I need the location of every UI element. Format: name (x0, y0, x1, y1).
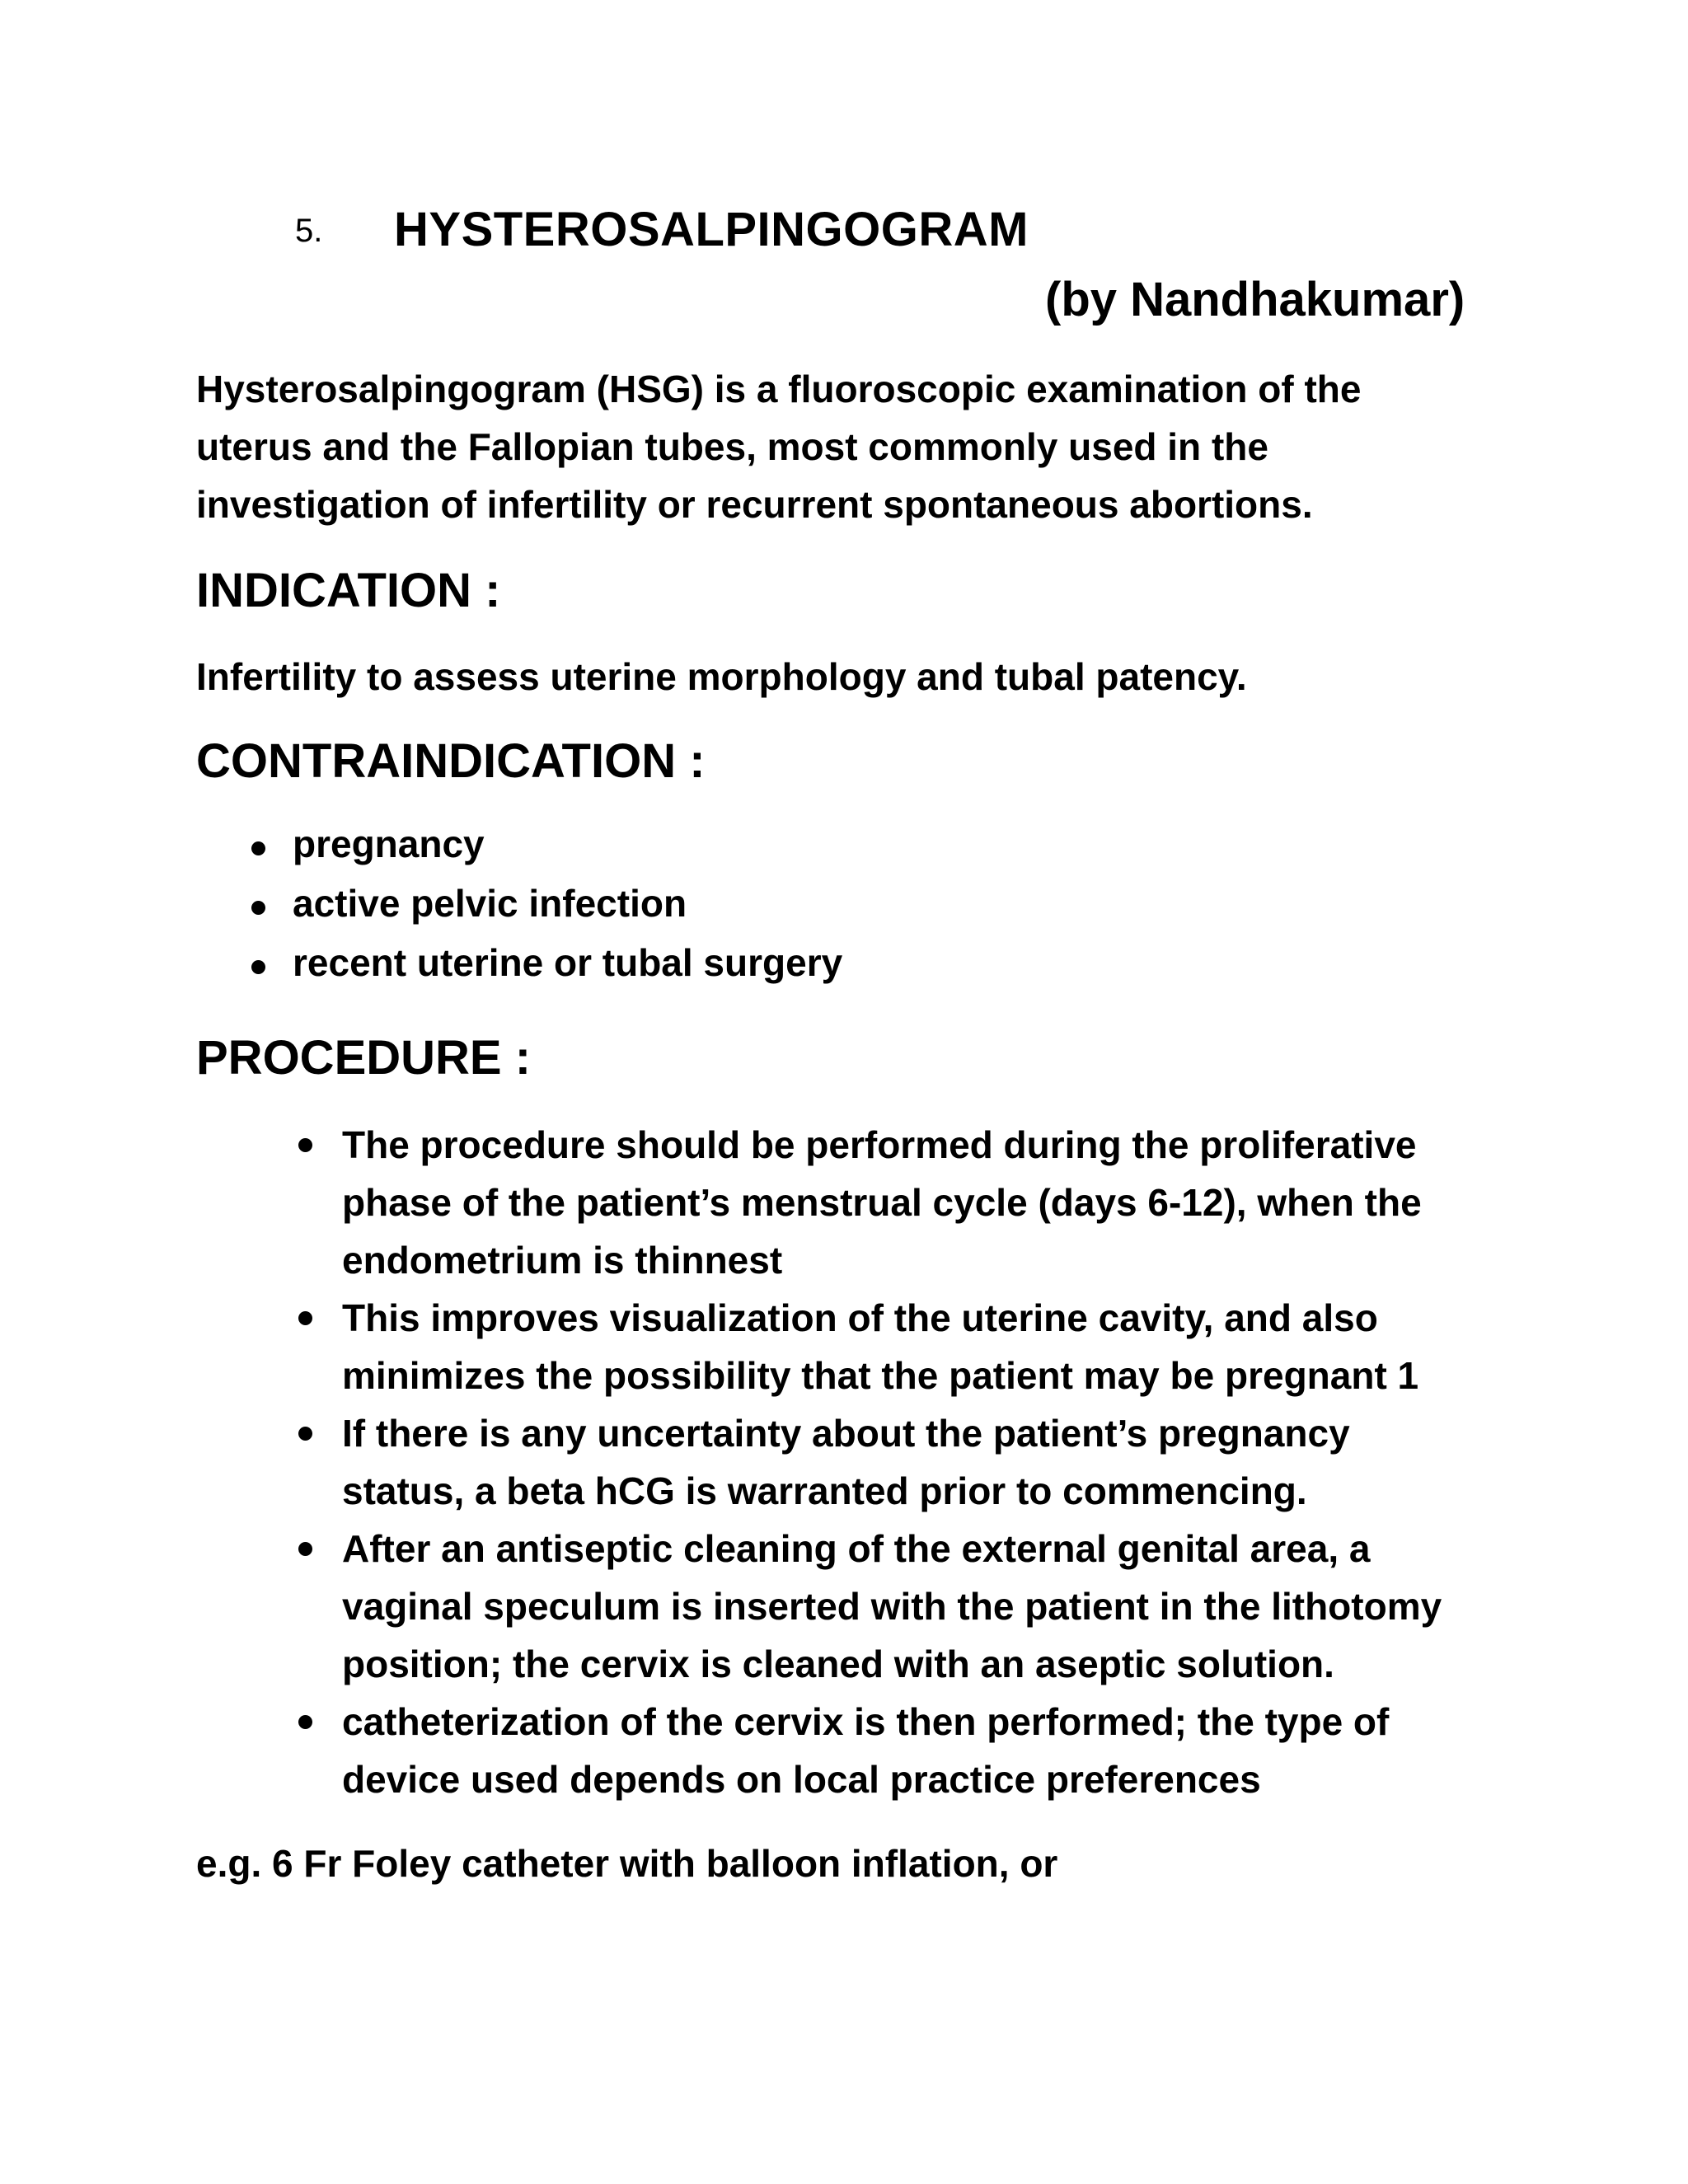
list-item-text: active pelvic infection (293, 882, 687, 925)
list-item (342, 1520, 1442, 1693)
intro-line: uterus and the Fallopian tubes, most commonly used in the (196, 425, 1268, 468)
list-item-line: After an antiseptic cleaning of the external genital area, a (342, 1527, 1371, 1570)
list-item-line: If there is any uncertainty about the patient’s pregnancy (342, 1412, 1350, 1455)
list-item (342, 1116, 1442, 1289)
intro-line: Hysterosalpingogram (HSG) is a fluoroscopic examination of the (196, 368, 1362, 410)
intro-paragraph (196, 360, 1361, 533)
list-item-line: minimizes the possibility that the patient may be pregnant 1 (342, 1354, 1419, 1397)
list-item (293, 940, 842, 1000)
list-item-line: phase of the patient’s menstrual cycle (days 6-12), when the (342, 1181, 1422, 1224)
list-item-line: The procedure should be performed during the proliferative (342, 1123, 1417, 1166)
bullet-icon (298, 1311, 312, 1325)
list-item-line: endometrium is thinnest (342, 1239, 783, 1282)
page-title: HYSTEROSALPINGOGRAM (394, 203, 1029, 256)
bullet-icon (298, 1542, 312, 1556)
list-item-line: vaginal speculum is inserted with the patient in the lithotomy (342, 1585, 1442, 1628)
list-item-text: pregnancy (293, 823, 485, 865)
list-item-line: status, a beta hCG is warranted prior to commencing. (342, 1469, 1307, 1512)
list-item-line: position; the cervix is cleaned with an aseptic solution. (342, 1643, 1334, 1685)
list-item-line: device used depends on local practice preferences (342, 1758, 1261, 1801)
section-number: 5. (295, 213, 323, 249)
bullet-icon (298, 1427, 312, 1441)
procedure-heading: PROCEDURE : (196, 1031, 532, 1085)
author-credit: (by Nandhakumar) (1045, 273, 1465, 326)
contraindication-list (293, 822, 842, 1000)
list-item (293, 822, 842, 881)
list-item (342, 1289, 1442, 1404)
indication-heading: INDICATION : (196, 564, 501, 617)
example-line: e.g. 6 Fr Foley catheter with balloon inflation, or (196, 1842, 1058, 1885)
procedure-list (342, 1116, 1442, 1808)
bullet-icon (251, 841, 265, 855)
intro-line: investigation of infertility or recurrent spontaneous abortions. (196, 483, 1313, 526)
list-item-line: catheterization of the cervix is then performed; the type of (342, 1700, 1390, 1743)
bullet-icon (251, 960, 265, 974)
list-item (342, 1693, 1442, 1808)
list-item (293, 881, 842, 940)
bullet-icon (298, 1715, 312, 1729)
list-item-line: This improves visualization of the uterine cavity, and also (342, 1296, 1378, 1339)
indication-text: Infertility to assess uterine morphology and tubal patency. (196, 655, 1247, 698)
list-item (342, 1404, 1442, 1520)
list-item-text: recent uterine or tubal surgery (293, 941, 843, 984)
contraindication-heading: CONTRAINDICATION : (196, 734, 706, 788)
bullet-icon (251, 901, 265, 915)
bullet-icon (298, 1138, 312, 1152)
